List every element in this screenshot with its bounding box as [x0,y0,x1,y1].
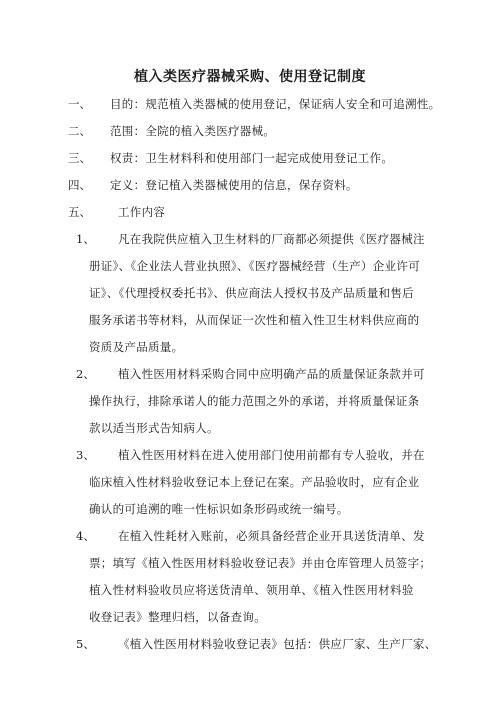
item-line: 植入性医用材料采购合同中应明确产品的质量保证条款并可 [118,367,425,381]
item-line: 证》、《代理授权委托书》、供应商法人授权书及产品质量和售后 [89,286,414,300]
section-text: 工作内容 [118,205,166,219]
item-number: 1、 [76,232,95,246]
item-number: 5、 [76,637,95,651]
item-number: 4、 [76,529,95,543]
item-line: 收登记表》整理归档，以备查询。 [89,610,266,624]
section-text: 目的：规范植入类器械的使用登记，保证病人安全和可追溯性。 [110,97,441,111]
section-number: 二、 [68,124,91,138]
item-line: 临床植入性材料验收登记本上登记在案。产品验收时，应有企业 [89,475,420,489]
item-number: 2、 [76,367,95,381]
item-line: 款以适当形式告知病人。 [89,421,219,435]
section-number: 四、 [68,178,91,192]
section-number: 三、 [68,151,91,165]
item-line: 册证》、《企业法人营业执照》、《医疗器械经营（生产）企业许可 [89,259,420,273]
document-title: 植入类医疗器械采购、使用登记制度 [134,69,366,85]
section-number: 一、 [68,97,91,111]
item-number: 3、 [76,448,95,462]
item-line: 资质及产品质量。 [89,340,184,354]
section-number: 五、 [68,205,91,219]
section-text: 范围：全院的植入类医疗器械。 [110,124,276,138]
item-line: 凡在我院供应植入卫生材料的厂商都必须提供《医疗器械注 [118,232,425,246]
item-line: 确认的可追溯的唯一性标识如条形码或统一编号。 [89,502,349,516]
item-line: 《植入性医用材料验收登记表》包括：供应厂家、生产厂家、 [118,637,437,651]
item-line: 服务承诺书等材料，从而保证一次性和植入性卫生材料供应商的 [89,313,420,327]
item-line: 票；填写《植入性医用材料验收登记表》并由仓库管理人员签字； [89,556,432,570]
section-text: 定义：登记植入类器械使用的信息，保存资料。 [110,178,358,192]
item-line: 植入性医用材料在进入使用部门使用前都有专人验收，并在 [118,448,425,462]
item-line: 操作执行，排除承诺人的能力范围之外的承诺，并将质量保证条 [89,394,420,408]
item-line: 在植入性耗材入账前，必须具备经营企业开具送货清单、发 [118,529,425,543]
section-text: 权责：卫生材料科和使用部门一起完成使用登记工作。 [110,151,394,165]
item-line: 植入性材料验收员应将送货清单、领用单、《植入性医用材料验 [89,583,414,597]
